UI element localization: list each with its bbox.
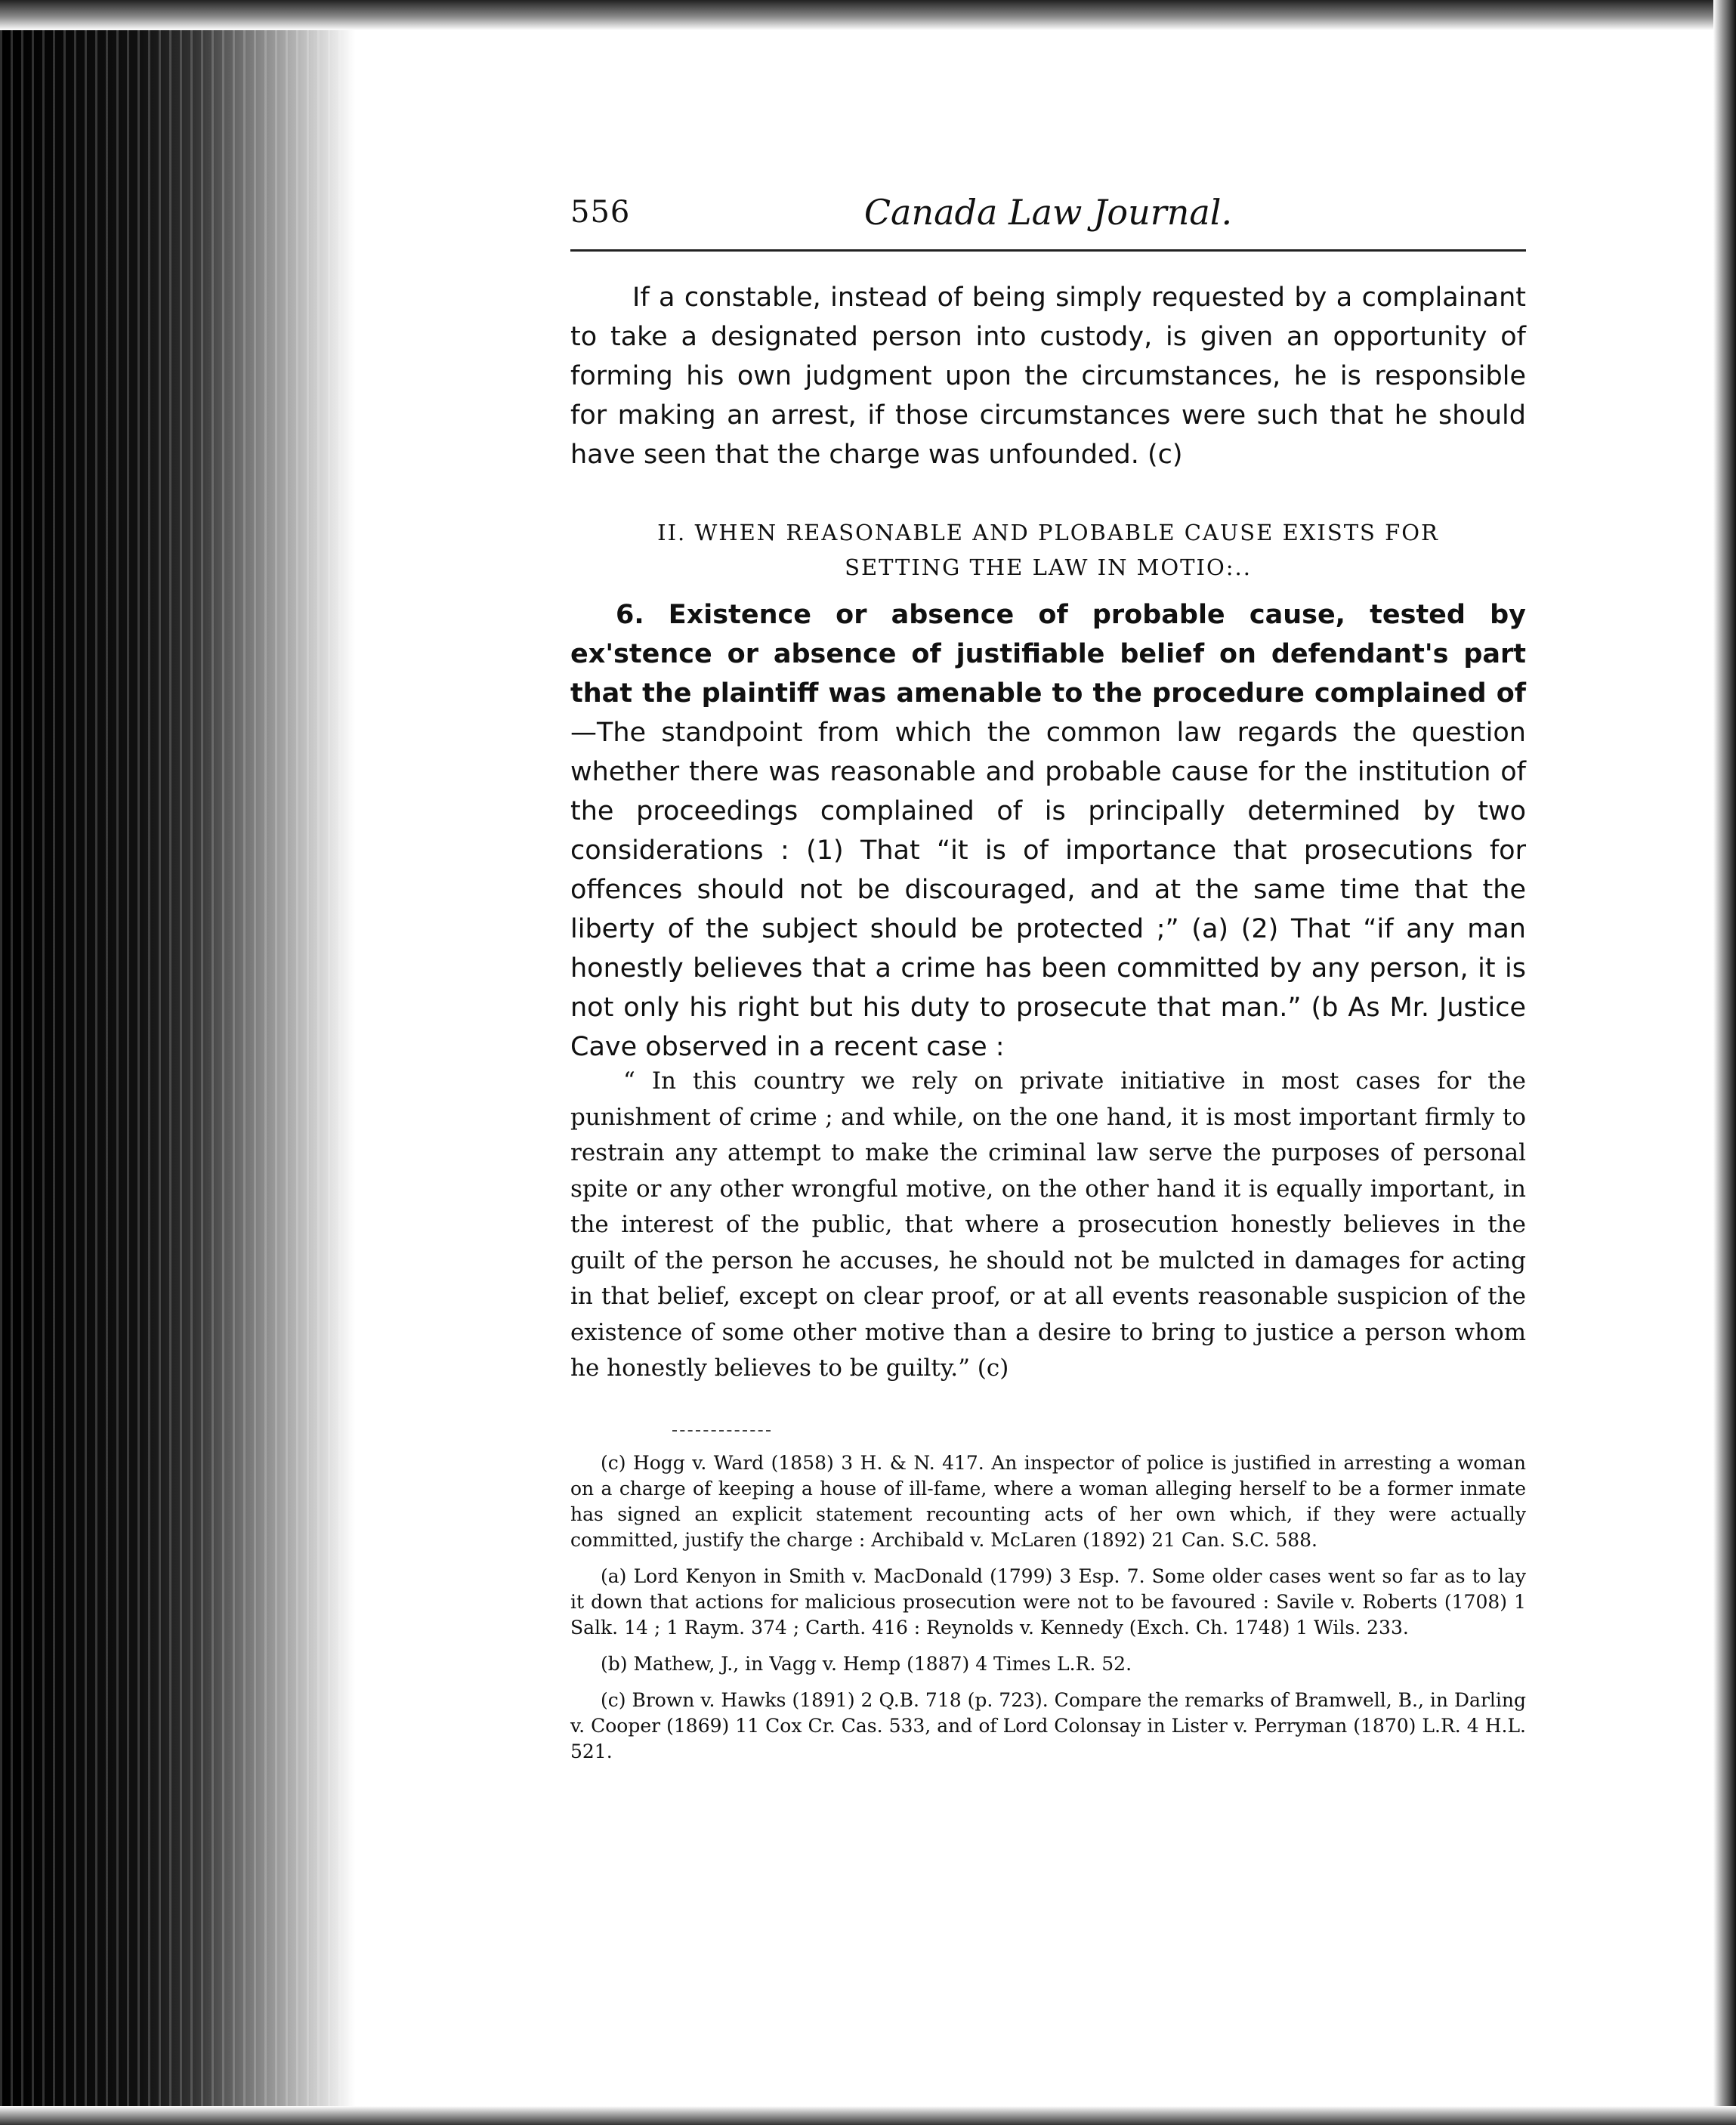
- section-heading: [570, 515, 1526, 585]
- section-6-text: —The standpoint from which the common law regards the question whether there was reasonable and probable cause for the institution of the proceedings complained of is principally determined by two considerations : (1) That “it is of importance that prosecutions for offences should not be discouraged, and at the same time that the liberty of the subject should be protected ;” (a) (2) That “if any man honestly believes that a crime has been committed by any person, it is not only his right but his duty to prosecute that man.” (b As Mr. Justice Cave observed in a recent case :: [570, 718, 1526, 1062]
- footnotes: [570, 1450, 1526, 1775]
- section-heading-line-2: SETTING THE LAW IN MOTIO:..: [845, 554, 1252, 580]
- page-number: 556: [570, 195, 631, 230]
- block-quote: “ In this country we rely on private initiative in most cases for the punishment of crime ; and while, on the one hand, it is most important firmly to restrain any attempt to make the criminal law serve the purposes of personal spite or any other wrongful motive, on the other hand it is equally important, in the interest of the public, that where a prosecution honestly believes in the guilt of the person he accuses, he should not be mulcted in damages for acting in that belief, except on clear proof, or at all events reasonable suspicion of the existence of some other motive than a desire to bring to justice a person whom he honestly believes to be guilty.” (c): [570, 1067, 1526, 1382]
- footnote-rule: [672, 1430, 771, 1432]
- header-rule: [570, 249, 1526, 252]
- section-6-lead: 6. Existence or absence of probable cause, tested by ex'stence or absence of justifiable belief on defendant's part that the plaintiff was amenable to the procedure complained of: [570, 600, 1526, 709]
- section-6-paragraph: [570, 595, 1526, 1067]
- footnote: (b) Mathew, J., in Vagg v. Hemp (1887) 4 Times L.R. 52.: [601, 1653, 1132, 1675]
- scan-top-edge: [0, 0, 1736, 30]
- section-heading-line-1: II. WHEN REASONABLE AND PLOBABLE CAUSE EXISTS FOR: [657, 520, 1439, 545]
- scan-left-streaks: [0, 0, 355, 2125]
- scan-right-edge: [1713, 0, 1736, 2125]
- running-title: Canada Law Journal.: [863, 192, 1233, 233]
- intro-paragraph-block: [570, 278, 1526, 474]
- footnote: (c) Brown v. Hawks (1891) 2 Q.B. 718 (p. 723). Compare the remarks of Bramwell, B., in Darling v. Cooper (1869) 11 Cox Cr. Cas. 533, and of Lord Colonsay in Lister v. Perryman (1870) L.R. 4 H.L. 521.: [570, 1689, 1526, 1762]
- scan-bottom-edge: [0, 2106, 1736, 2125]
- intro-paragraph: If a constable, instead of being simply requested by a complainant to take a designated person into custody, is given an opportunity of forming his own judgment upon the circumstances, he is responsible for making an arrest, if those circumstances were such that he should have seen that the charge was unfounded. (c): [570, 283, 1526, 470]
- page-header: [570, 192, 1526, 248]
- footnote: (c) Hogg v. Ward (1858) 3 H. & N. 417. An inspector of police is justified in arresting a woman on a charge of keeping a house of ill-fame, where a woman alleging herself to be a former inmate has signed an explicit statement recounting acts of her own which, if they were actually committed, justify the charge : Archibald v. McLaren (1892) 21 Can. S.C. 588.: [570, 1452, 1526, 1551]
- footnote: (a) Lord Kenyon in Smith v. MacDonald (1799) 3 Esp. 7. Some older cases went so far as to lay it down that actions for malicious prosecution were not to be favoured : Savile v. Roberts (1708) 1 Salk. 14 ; 1 Raym. 374 ; Carth. 416 : Reynolds v. Kennedy (Exch. Ch. 1748) 1 Wils. 233.: [570, 1565, 1526, 1639]
